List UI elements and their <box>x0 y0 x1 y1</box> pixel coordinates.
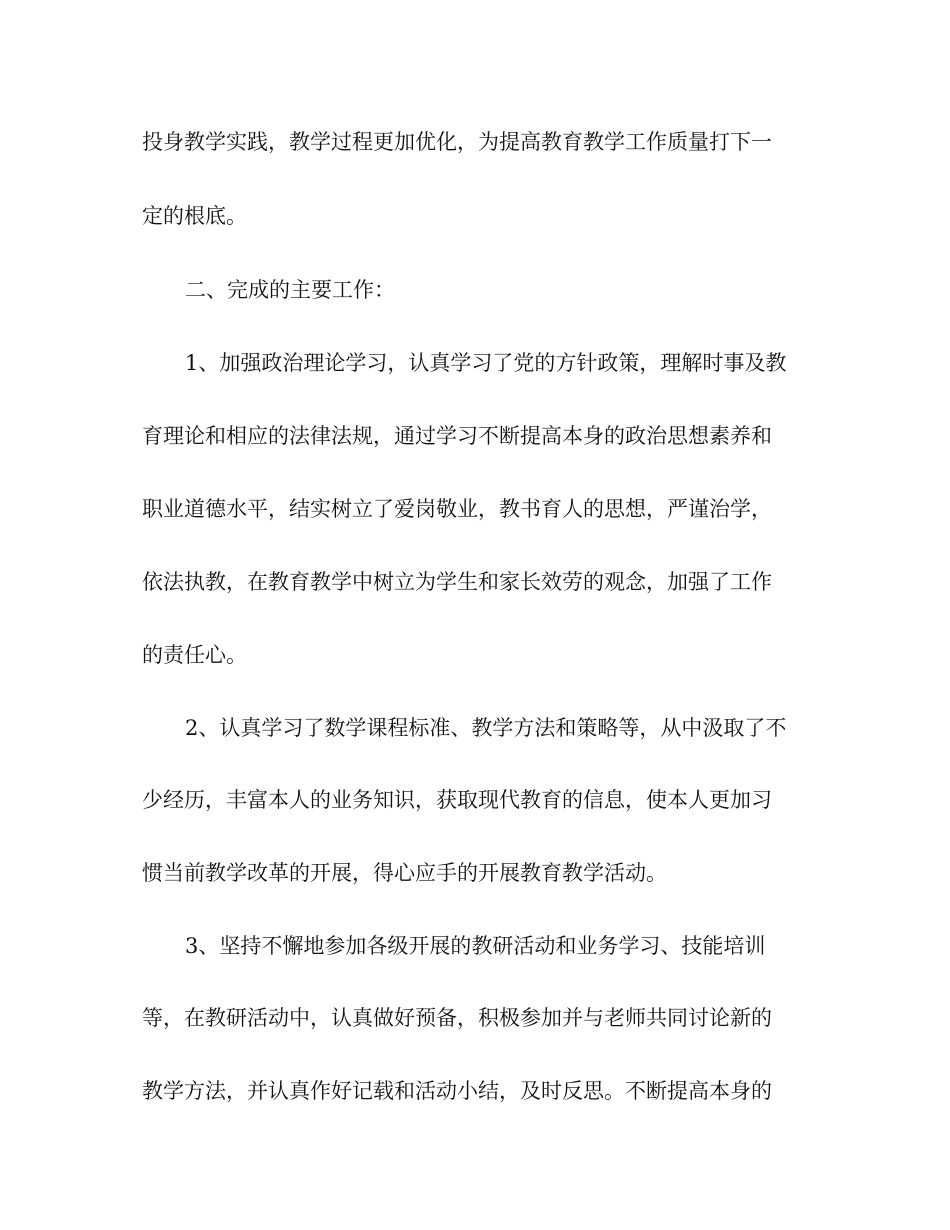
text-line: 定的根底。 <box>142 204 247 228</box>
text-line: 投身教学实践，教学过程更加优化，为提高教育教学工作质量打下一 <box>142 130 772 154</box>
text-line: 惯当前教学改革的开展，得心应手的开展教育教学活动。 <box>142 861 667 885</box>
text-line: 职业道德水平，结实树立了爱岗敬业，教书育人的思想，严谨治学， <box>142 497 772 521</box>
text-line: 1、加强政治理论学习，认真学习了党的方针政策，理解时事及教 <box>185 351 787 375</box>
text-line: 育理论和相应的法律法规，通过学习不断提高本身的政治思想素养和 <box>142 424 772 448</box>
text-line: 等，在教研活动中，认真做好预备，积极参加并与老师共同讨论新的 <box>142 1006 772 1030</box>
text-line: 2、认真学习了数学课程标准、教学方法和策略等，从中汲取了不 <box>185 716 787 740</box>
text-line: 依法执教，在教育教学中树立为学生和家长效劳的观念，加强了工作 <box>142 570 772 594</box>
text-line: 3、坚持不懈地参加各级开展的教研活动和业务学习、技能培训 <box>185 934 766 958</box>
section-heading: 二、完成的主要工作： <box>185 278 395 302</box>
text-line: 少经历，丰富本人的业务知识，获取现代教育的信息，使本人更加习 <box>142 788 772 812</box>
text-line: 教学方法，并认真作好记载和活动小结，及时反思。不断提高本身的 <box>142 1079 772 1103</box>
text-line: 的责任心。 <box>142 643 247 667</box>
